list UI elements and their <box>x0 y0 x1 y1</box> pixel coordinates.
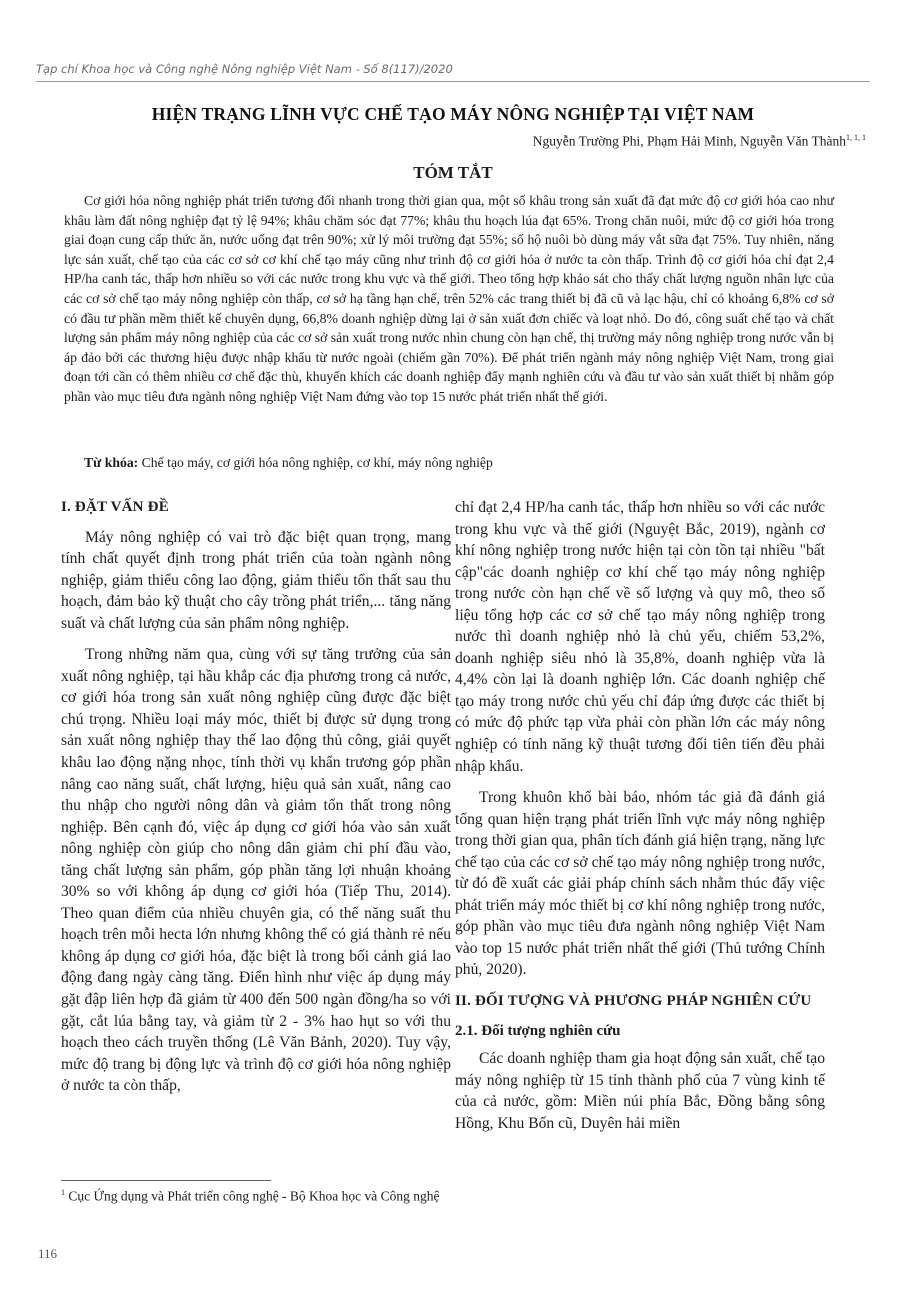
subsection-heading-objects: 2.1. Đối tượng nghiên cứu <box>455 1022 621 1039</box>
affiliation-marks: 1, 1, 1 <box>846 133 866 142</box>
intro-paragraph-1: Máy nông nghiệp có vai trò đặc biệt quan trọng, mang tính chất quyết định trong phát triển của toàn ngành nông nghiệp, giảm thiểu công lao động, giảm thiểu tổn thất sau thu hoạch, đảm bảo kỹ thuật cho cây trồng phát triển,... tăng năng suất và chất lượng của sản phẩm nông nghiệp. <box>61 528 451 632</box>
abstract-text: Cơ giới hóa nông nghiệp phát triển tương đối nhanh trong thời gian qua, một số khâu trong sản xuất đã đạt mức độ cơ giới hóa cao như khâu làm đất nông nghiệp đạt tỷ lệ 94%; khâu chăm sóc đạt 77%; khâu thu hoạch lúa đạt 65%. Trong chăn nuôi, mức độ cơ giới hóa trong giai đoạn cung cấp thức ăn, nước uống đạt trên 90%; xử lý môi trường đạt 55%; số hộ nuôi bò dùng máy vắt sữa đạt 75%. Tuy nhiên, năng lực sản xuất, chế tạo của các cơ sở cơ khí chế tạo máy cũng như trình độ cơ giới hóa ở nước ta còn thấp. Trình độ cơ giới hóa chỉ đạt 2,4 HP/ha canh tác, thấp hơn nhiều so với các nước trong khu vực và thế giới. Theo tổng hợp khảo sát cho thấy chất lượng nguồn nhân lực của các cơ sở chế tạo máy nông nghiệp còn thấp, cơ sở hạ tầng hạn chế, trên 52% các trang thiết bị đã cũ và lạc hậu, chỉ có khoảng 6,8% cơ sở có đầu tư phần mềm thiết kế chuyên dụng, 66,8% doanh nghiệp dừng lại ở sản xuất đơn chiếc và loạt nhỏ. Do đó, công suất chế tạo và chất lượng sản phẩm máy nông nghiệp của các cơ sở sản xuất trong nước nhìn chung còn hạn chế, thị trường máy nông nghiệp trong nước vẫn bị áp đảo bởi các thương hiệu được nhập khẩu từ nước ngoài (chiếm gần 70%). Để phát triển ngành máy nông nghiệp Việt Nam, trong giai đoạn tới cần có thêm nhiều cơ chế đặc thù, khuyến khích các doanh nghiệp đẩy mạnh nghiên cứu và đầu tư vào sản xuất thiết bị nhằm góp phần vào mục tiêu đưa ngành nông nghiệp Việt Nam đứng vào top 15 nước phát triển nhất thế giới. <box>64 193 834 404</box>
methods-paragraph-1: Các doanh nghiệp tham gia hoạt động sản xuất, chế tạo máy nông nghiệp từ 15 tỉnh thành phố của 7 vùng kinh tế của cả nước, gồm: Miền núi phía Bắc, Đồng bằng sông Hồng, Khu Bốn cũ, Duyên hải miền <box>455 1050 825 1132</box>
page-number: 116 <box>38 1246 58 1261</box>
section-heading-intro: I. ĐẶT VẤN ĐỀ <box>61 499 169 515</box>
author-line <box>533 133 866 150</box>
right-column <box>455 497 825 1144</box>
journal-header: Tạp chí Khoa học và Công nghệ Nông nghiệp Việt Nam - Số 8(117)/2020 <box>36 62 453 76</box>
keywords-label: Từ khóa: <box>84 455 139 470</box>
left-column <box>61 497 451 1107</box>
footnote-text: Cục Ứng dụng và Phát triển công nghệ - Bộ Khoa học và Công nghệ <box>68 1188 440 1204</box>
section-heading-methods: II. ĐỐI TƯỢNG VÀ PHƯƠNG PHÁP NGHIÊN CỨU <box>455 993 812 1010</box>
abstract-heading: TÓM TẮT <box>413 163 493 182</box>
footnote-mark: 1 <box>61 1188 65 1197</box>
intro-paragraph-2-continued: chỉ đạt 2,4 HP/ha canh tác, thấp hơn nhiều so với các nước trong khu vực và thế giới (Nguyệt Bắc, 2019), ngành cơ khí nông nghiệp trong nước hiện tại còn tồn tại nhiều "bất cập"các doanh nghiệp cơ khí chế tạo máy nông nghiệp trong nước còn hạn chế về số lượng và quy mô, theo số liệu tổng hợp các cơ sở chế tạo máy nông nghiệp trong nước thì doanh nghiệp nhỏ là chủ yếu, chiếm 53,2%, doanh nghiệp siêu nhỏ là 35,8%, doanh nghiệp vừa là 4,4% còn lại là doanh nghiệp lớn. Các doanh nghiệp chế tạo máy trong nước chủ yếu chỉ đáp ứng được các thiết bị có mức độ phức tạp vừa phải còn phần lớn các máy nông nghiệp có tính năng kỹ thuật tương đối tiên tiến đều phải nhập khẩu. <box>455 499 825 775</box>
intro-paragraph-2: Trong những năm qua, cùng với sự tăng trưởng của sản xuất nông nghiệp, tại hầu khắp các địa phương trong cả nước, cơ giới hóa trong sản xuất nông nghiệp cũng được đặc biệt chú trọng. Nhiều loại máy móc, thiết bị được sử dụng trong sản xuất nông nghiệp thay thế lao động thủ công, giải quyết khâu lao động nặng nhọc, tính thời vụ khẩn trương góp phần nâng cao năng suất, chất lượng, hiệu quả sản xuất, nâng cao thu nhập cho người nông dân và giảm tổn thất trong nông nghiệp. Bên cạnh đó, việc áp dụng cơ giới hóa vào sản xuất nông nghiệp còn giúp cho nông dân giảm chi phí đầu vào, tăng chất lượng sản phẩm, góp phần tăng lợi nhuận khoảng 30% so với không áp dụng cơ giới hóa (Tiếp Thu, 2014). Theo quan điểm của nhiều chuyên gia, có thể năng suất thu hoạch trên mỗi hecta lớn nhưng không thể có giá thành rẻ nếu không áp dụng cơ giới hóa, đặc biệt là trong bối cảnh giá lao động đang ngày càng tăng. Điển hình như việc áp dụng máy gặt đập liên hợp đã giảm từ 400 đến 500 ngàn đồng/ha so với gặt, cắt lúa bằng tay, và giảm từ 2 - 3% hao hụt so với thu hoạch theo cách truyền thống (Lê Văn Bảnh, 2020). Tuy vậy, mức độ trang bị động lực và trình độ cơ giới hóa nông nghiệp ở nước ta còn thấp, <box>61 646 451 1095</box>
footnote-rule <box>61 1180 271 1181</box>
footnote <box>61 1188 440 1205</box>
author-names: Nguyễn Trường Phi, Phạm Hải Minh, Nguyễn Văn Thành <box>532 133 846 149</box>
keywords <box>64 455 834 471</box>
intro-paragraph-3: Trong khuôn khổ bài báo, nhóm tác giả đã đánh giá tổng quan hiện trạng phát triển lĩnh vực máy nông nghiệp trong thời gian qua, phân tích đánh giá hiện trạng, năng lực chế tạo của các cơ sở chế tạo máy nông nghiệp trong nước, từ đó đề xuất các giải pháp chính sách nhằm thúc đẩy việc phát triển máy móc thiết bị cơ khí nông nghiệp trong nước, góp phần vào mục tiêu đưa ngành nông nghiệp Việt Nam vào top 15 nước phát triển nhất thế giới (Thủ tướng Chính phủ, 2020). <box>455 789 825 979</box>
keywords-list: Chế tạo máy, cơ giới hóa nông nghiệp, cơ khí, máy nông nghiệp <box>141 455 493 470</box>
header-rule <box>36 81 870 82</box>
paper-title: HIỆN TRẠNG LĨNH VỰC CHẾ TẠO MÁY NÔNG NGHIỆP TẠI VIỆT NAM <box>151 104 755 124</box>
